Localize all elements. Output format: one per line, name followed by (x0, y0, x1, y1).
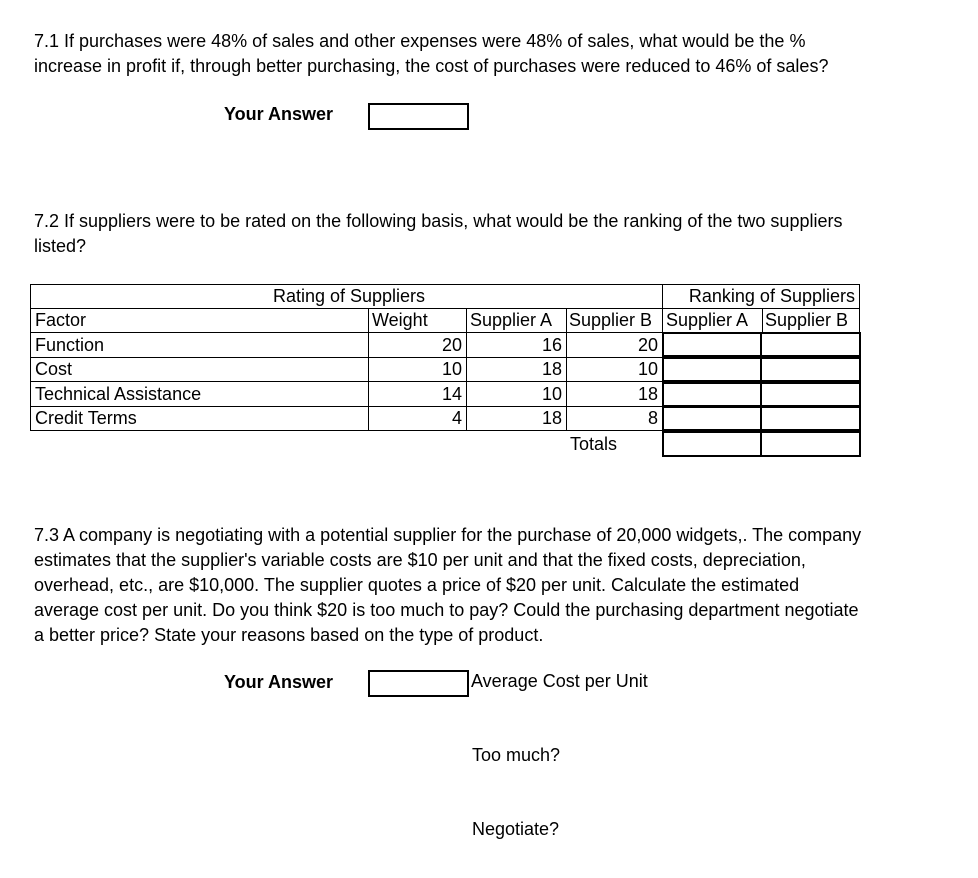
negotiate-label: Negotiate? (472, 819, 560, 839)
q73-text-line3: overhead, etc., are $10,000. The supplier quotes a price of $20 per unit. Calculate the estimated (34, 575, 800, 595)
supplier-b-technical-assistance: 18 (637, 384, 658, 404)
ranking-a-cost-input[interactable] (662, 357, 762, 382)
header-weight: Weight (372, 310, 428, 330)
q73-text-line2: estimates that the supplier's variable costs are $10 per unit and that the fixed costs, depreciation, (34, 550, 806, 570)
ranking-b-credit-terms-input[interactable] (760, 406, 861, 431)
q73-text-line4: average cost per unit. Do you think $20 is too much to pay? Could the purchasing department negotiate (34, 600, 859, 620)
too-much-label: Too much? (472, 745, 561, 765)
weight-cost: 10 (441, 359, 462, 379)
q72-text-line1: 7.2 If suppliers were to be rated on the following basis, what would be the ranking of the two suppliers (34, 211, 843, 231)
supplier-b-function: 20 (637, 335, 658, 355)
supplier-b-cost: 10 (637, 359, 658, 379)
q72-text-line2: listed? (34, 236, 87, 256)
q71-answer-input[interactable] (368, 103, 469, 130)
ranking-a-function-input[interactable] (662, 332, 762, 357)
q73-text-line5: a better price? State your reasons based on the type of product. (34, 625, 544, 645)
factor-cost: Cost (35, 359, 73, 379)
ranking-b-totals-input[interactable] (760, 431, 861, 457)
ranking-b-cost-input[interactable] (760, 357, 861, 382)
supplier-a-credit-terms: 18 (541, 408, 562, 428)
rating-title: Rating of Suppliers (272, 286, 426, 306)
header-ranking-supplier-a: Supplier A (666, 310, 749, 330)
ranking-a-totals-input[interactable] (662, 431, 762, 457)
weight-function: 20 (441, 335, 462, 355)
supplier-b-credit-terms: 8 (647, 408, 658, 428)
supplier-a-cost: 18 (541, 359, 562, 379)
weight-credit-terms: 4 (451, 408, 462, 428)
q73-answer-label: Your Answer (224, 672, 334, 692)
ranking-a-technical-assistance-input[interactable] (662, 382, 762, 407)
q71-answer-label: Your Answer (224, 104, 334, 124)
supplier-a-technical-assistance: 10 (541, 384, 562, 404)
supplier-a-function: 16 (541, 335, 562, 355)
weight-technical-assistance: 14 (441, 384, 462, 404)
header-supplier-a: Supplier A (470, 310, 553, 330)
q73-text-line1: 7.3 A company is negotiating with a potential supplier for the purchase of 20,000 widgets,. The company (34, 525, 862, 545)
q71-text-line2: increase in profit if, through better purchasing, the cost of purchases were reduced to 46% of sales? (34, 56, 829, 76)
header-factor: Factor (35, 310, 87, 330)
avg-cost-label: Average Cost per Unit (471, 671, 648, 691)
factor-technical-assistance: Technical Assistance (35, 384, 202, 404)
factor-function: Function (35, 335, 105, 355)
ranking-a-credit-terms-input[interactable] (662, 406, 762, 431)
q71-text-line1: 7.1 If purchases were 48% of sales and other expenses were 48% of sales, what would be the % (34, 31, 806, 51)
factor-credit-terms: Credit Terms (35, 408, 137, 428)
ranking-b-function-input[interactable] (760, 332, 861, 357)
ranking-title: Ranking of Suppliers (688, 286, 855, 306)
header-supplier-b: Supplier B (569, 310, 653, 330)
header-ranking-supplier-b: Supplier B (765, 310, 849, 330)
ranking-b-technical-assistance-input[interactable] (760, 382, 861, 407)
q73-answer-input[interactable] (368, 670, 469, 697)
totals-label: Totals (570, 434, 618, 454)
